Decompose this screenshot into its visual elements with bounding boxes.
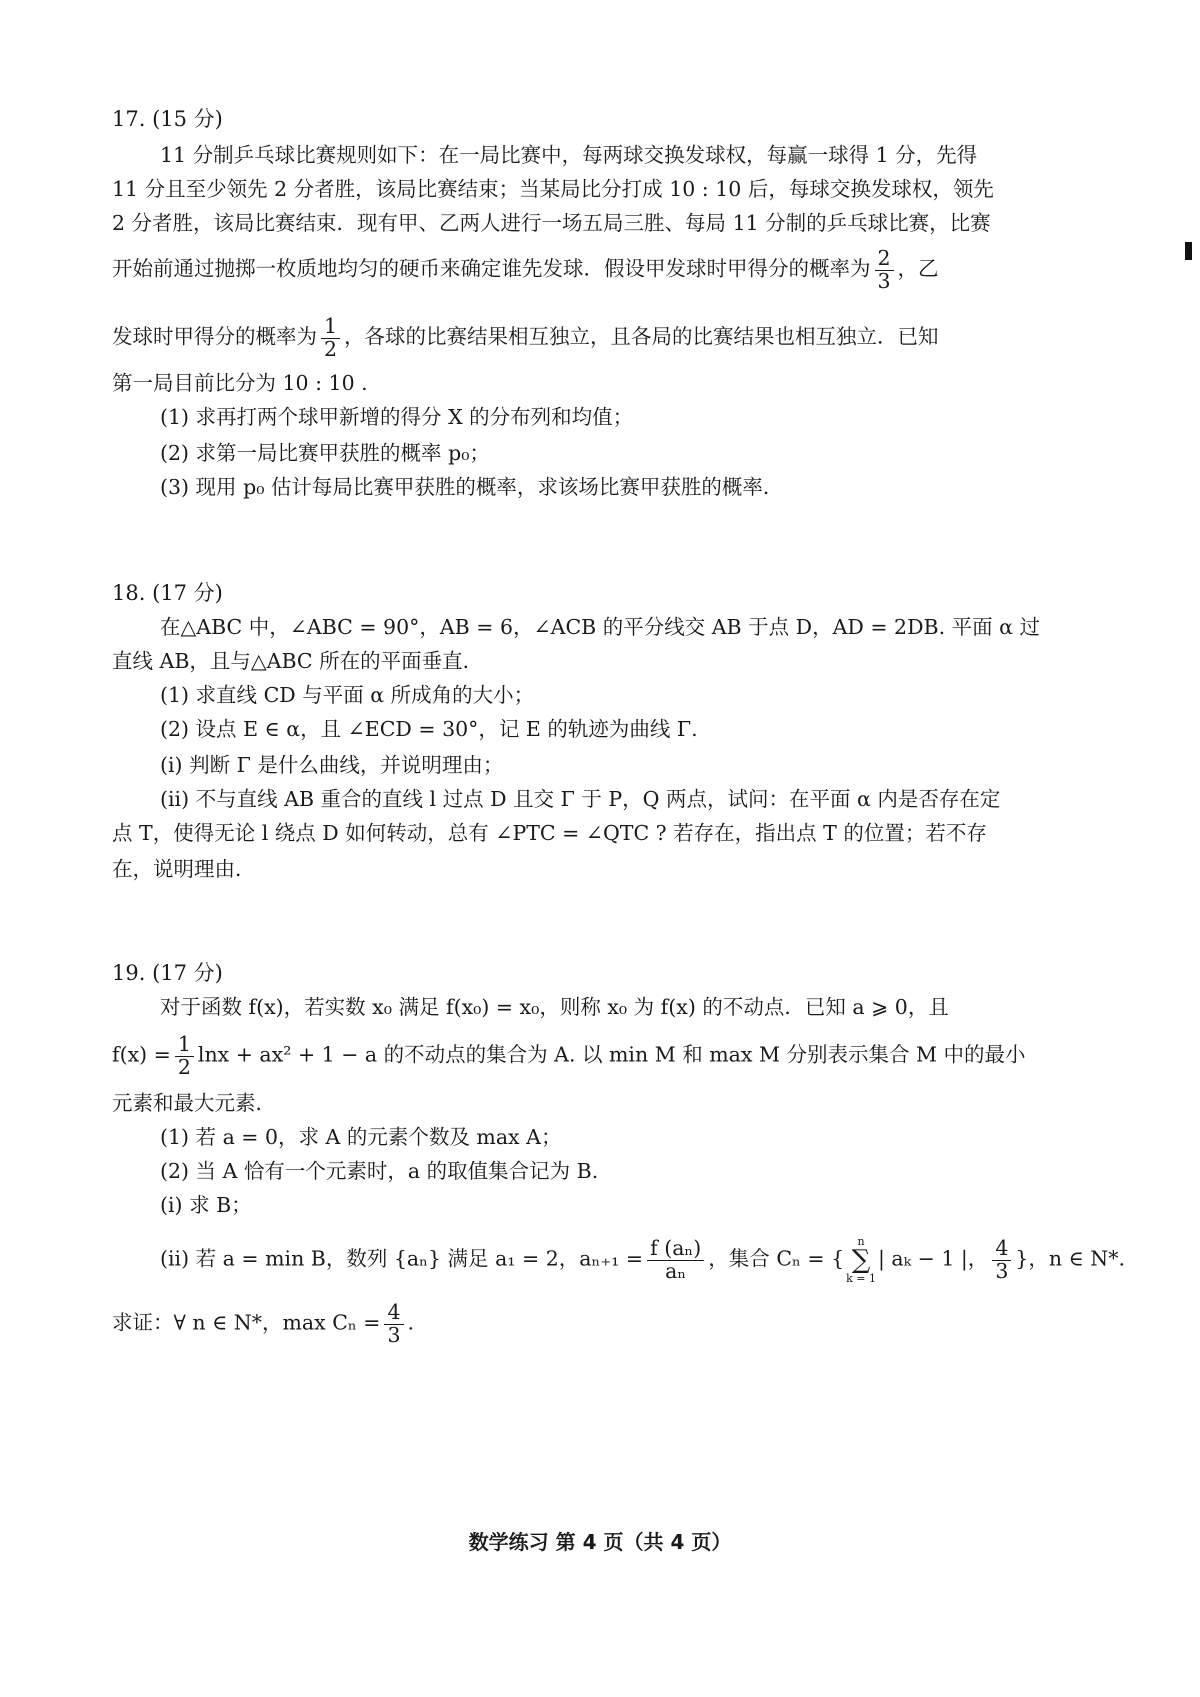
set-definition-start: ，集合 Cₙ = { — [708, 1246, 845, 1271]
q19-line-3: 元素和最大元素． — [112, 1091, 276, 1115]
fraction-numerator: 1 — [175, 1034, 194, 1057]
fraction-numerator: 2 — [875, 248, 894, 271]
q19-part-2-i: (i) 求 B； — [160, 1193, 252, 1217]
fraction-denominator: 3 — [877, 268, 891, 293]
q18-part-2-ii: (ii) 不与直线 AB 重合的直线 l 过点 D 且交 Γ 于 P，Q 两点，试问：在平面 α 内是否存在定 — [160, 787, 1001, 811]
q17-heading: 17. (15 分) — [112, 107, 223, 131]
q17-line-4 — [112, 248, 939, 292]
fraction-denominator: 2 — [324, 336, 338, 361]
fraction-one-half — [175, 1034, 194, 1078]
q18-part-2-i: (i) 判断 Γ 是什么曲线，并说明理由； — [160, 753, 504, 777]
q19-part-2-ii — [160, 1236, 1125, 1284]
q19-line-2 — [112, 1034, 1026, 1078]
q17-line-5-text: 发球时甲得分的概率为 — [112, 324, 317, 349]
fraction-numerator: f (aₙ) — [647, 1238, 704, 1261]
fraction-f-an-over-an — [647, 1235, 704, 1283]
scan-margin-mark — [1185, 242, 1192, 260]
q19-heading: 19. (17 分) — [112, 961, 223, 985]
q17-line-5-tail: ，各球的比赛结果相互独立，且各局的比赛结果也相互独立．已知 — [344, 324, 939, 349]
fraction-denominator: aₙ — [665, 1258, 687, 1283]
fraction-numerator: 4 — [384, 1302, 403, 1325]
summation-symbol — [846, 1236, 876, 1284]
q17-line-4-text: 开始前通过抛掷一枚质地均匀的硬币来确定谁先发球．假设甲发球时甲得分的概率为 — [112, 256, 871, 281]
q17-line-1: 11 分制乒乓球比赛规则如下：在一局比赛中，每两球交换发球权，每赢一球得 1 分，先得 — [160, 143, 978, 167]
fraction-denominator: 3 — [995, 1258, 1009, 1283]
q18-heading: 18. (17 分) — [112, 581, 223, 605]
fraction-four-thirds — [384, 1302, 403, 1346]
q19-line-1: 对于函数 f(x)，若实数 x₀ 满足 f(x₀) = x₀，则称 x₀ 为 f(x) 的不动点．已知 a ⩾ 0，且 — [160, 995, 949, 1019]
fraction-denominator: 3 — [387, 1322, 401, 1347]
function-definition-lhs: f(x) = — [112, 1042, 171, 1067]
fraction-four-thirds — [992, 1235, 1011, 1283]
q19-part-1: (1) 若 a = 0，求 A 的元素个数及 max A； — [160, 1125, 562, 1149]
proof-statement-text: 求证：∀ n ∈ N*，max Cₙ = — [112, 1310, 381, 1335]
proof-statement-end: . — [407, 1310, 415, 1335]
page-footer: 数学练习 第 4 页（共 4 页） — [468, 1530, 732, 1554]
q18-part-2: (2) 设点 E ∈ α，且 ∠ECD = 30°，记 E 的轨迹为曲线 Γ. — [160, 717, 698, 741]
summation-upper: n — [857, 1235, 865, 1248]
q17-line-5 — [112, 316, 939, 360]
q17-line-3: 2 分者胜，该局比赛结束．现有甲、乙两人进行一场五局三胜、每局 11 分制的乒乓球比赛，比赛 — [112, 211, 991, 235]
q17-part-2: (2) 求第一局比赛甲获胜的概率 p₀； — [160, 441, 490, 465]
q19-proof-statement — [112, 1302, 414, 1346]
sigma-glyph: ∑ — [851, 1245, 871, 1275]
q18-part-2-ii-end: 在，说明理由． — [112, 857, 256, 881]
fraction-one-half — [321, 316, 340, 360]
summation-lower: k = 1 — [846, 1272, 876, 1285]
fraction-numerator: 4 — [992, 1238, 1011, 1261]
q18-part-2-ii-cont: 点 T，使得无论 l 绕点 D 如何转动，总有 ∠PTC = ∠QTC ? 若存在，指出点 T 的位置；若不存 — [112, 821, 987, 845]
q17-line-4-tail: ，乙 — [897, 256, 939, 281]
q19-line-2-text: lnx + ax² + 1 − a 的不动点的集合为 A. 以 min M 和 max M 分别表示集合 M 中的最小 — [197, 1042, 1026, 1067]
fraction-numerator: 1 — [321, 316, 340, 339]
q17-line-2: 11 分且至少领先 2 分者胜，该局比赛结束；当某局比分打成 10 : 10 后，每球交换发球权，领先 — [112, 177, 994, 201]
fraction-denominator: 2 — [177, 1054, 191, 1079]
q18-line-2: 直线 AB，且与△ABC 所在的平面垂直． — [112, 649, 484, 673]
q17-line-6: 第一局目前比分为 10 : 10 . — [112, 371, 368, 395]
fraction-two-thirds — [875, 248, 894, 292]
q18-part-1: (1) 求直线 CD 与平面 α 所成角的大小； — [160, 683, 535, 707]
summand: | aₖ − 1 |， — [878, 1246, 989, 1271]
q17-part-1: (1) 求再打两个球甲新增的得分 X 的分布列和均值； — [160, 405, 634, 429]
q17-part-3: (3) 现用 p₀ 估计每局比赛甲获胜的概率，求该场比赛甲获胜的概率． — [160, 475, 784, 499]
sequence-definition: (ii) 若 a = min B，数列 {aₙ} 满足 a₁ = 2，aₙ₊₁ = — [160, 1246, 644, 1271]
q19-part-2: (2) 当 A 恰有一个元素时，a 的取值集合记为 B. — [160, 1159, 599, 1183]
q18-line-1: 在△ABC 中，∠ABC = 90°，AB = 6，∠ACB 的平分线交 AB 于点 D，AD = 2DB. 平面 α 过 — [160, 615, 1040, 639]
set-definition-end: }，n ∈ N*. — [1015, 1246, 1126, 1271]
